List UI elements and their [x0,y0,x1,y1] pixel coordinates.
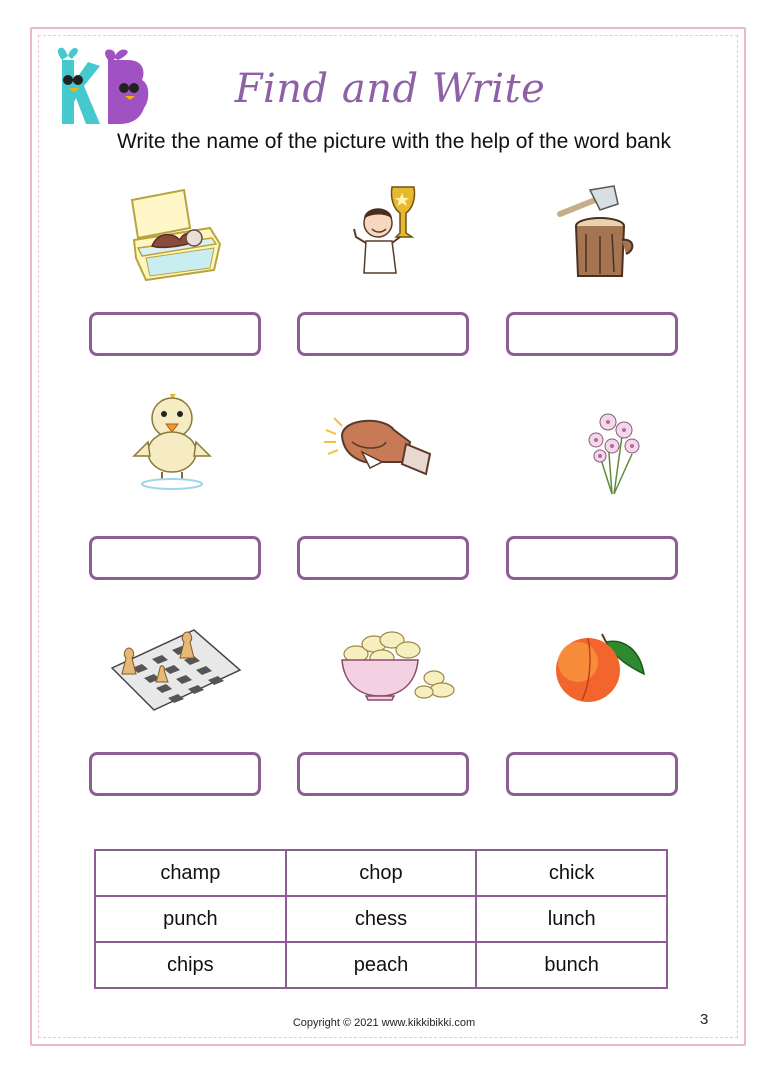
word-bank-table [94,849,668,989]
answer-box-9[interactable] [506,752,678,796]
flower-bunch-icon [582,400,648,496]
answer-box-3[interactable] [506,312,678,356]
peach-icon [552,628,650,704]
copyright-text: Copyright © 2021 www.kikkibikki.com [292,1017,476,1029]
word-bank-cell: chick [476,850,667,896]
chick-icon [132,390,212,490]
answer-box-2[interactable] [297,312,469,356]
answer-box-7[interactable] [89,752,261,796]
word-bank-cell: champ [95,850,286,896]
word-bank-cell: peach [286,942,477,988]
word-bank-cell: punch [95,896,286,942]
word-bank-cell: bunch [476,942,667,988]
word-bank-row [95,942,667,988]
word-bank-cell: chips [95,942,286,988]
word-bank-cell: chess [286,896,477,942]
axe-stump-chop-icon [556,184,642,282]
instruction-text: Write the name of the picture with the help of the word bank [116,130,672,153]
answer-box-4[interactable] [89,536,261,580]
answer-box-5[interactable] [297,536,469,580]
lunchbox-icon [124,188,224,282]
word-bank-row [95,850,667,896]
answer-box-8[interactable] [297,752,469,796]
boxing-glove-punch-icon [322,412,434,478]
answer-box-6[interactable] [506,536,678,580]
answer-box-1[interactable] [89,312,261,356]
page-title: Find and Write [234,66,546,112]
word-bank-row [95,896,667,942]
chess-board-icon [110,620,242,712]
kb-logo-icon [52,46,152,128]
word-bank-cell: chop [286,850,477,896]
page-number: 3 [700,1011,709,1028]
champion-trophy-icon [352,183,420,279]
chips-bowl-icon [336,630,458,702]
word-bank-cell: lunch [476,896,667,942]
